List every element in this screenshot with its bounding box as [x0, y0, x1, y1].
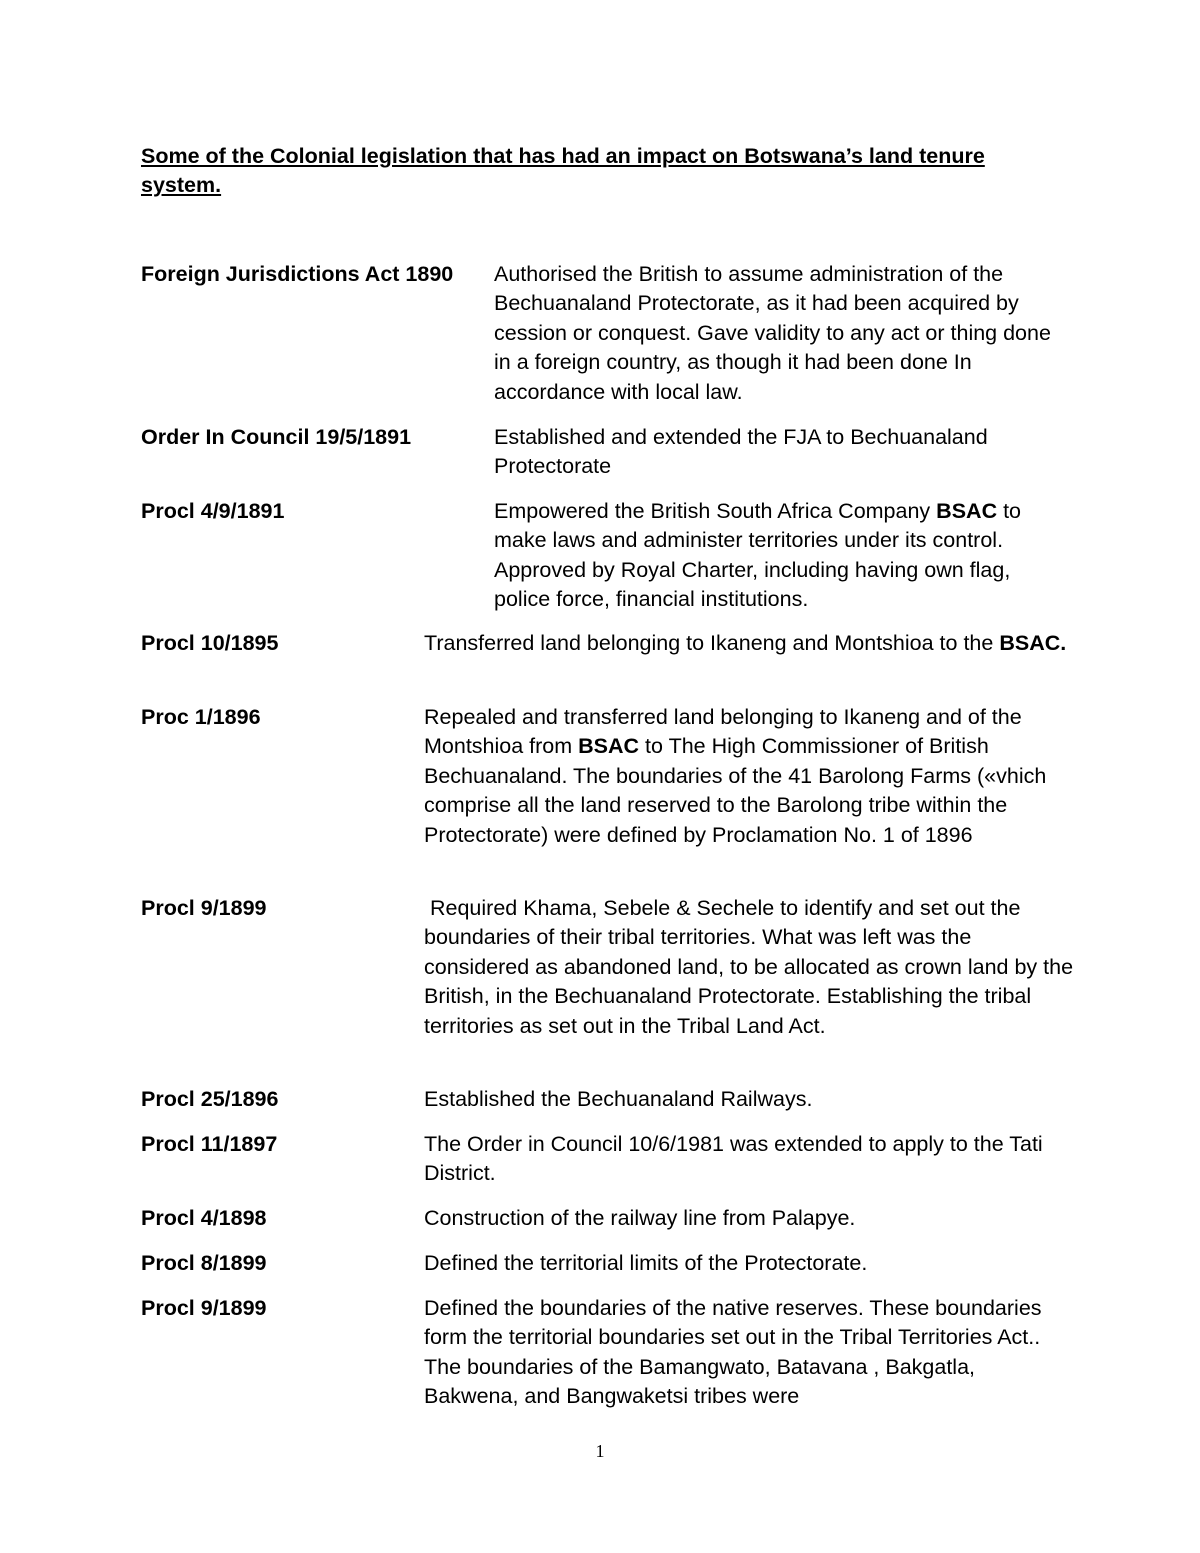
legislation-name: Order In Council 19/5/1891	[141, 425, 412, 449]
legislation-description: Construction of the railway line from Palapye.	[424, 1206, 856, 1230]
legislation-description	[424, 629, 1074, 658]
legislation-description: Established and extended the FJA to Bechuanaland Protectorate	[494, 425, 988, 479]
legislation-description: Required Khama, Sebele & Sechele to identify and set out the boundaries of their tribal territories. What was left was the considered as abandoned land, to be allocated as crown land by the British, in the Bechuanaland Protectorate. Establishing the tribal territories as set out in the Tribal Land Act.	[424, 896, 1080, 1038]
legislation-name: Procl 10/1895	[141, 631, 279, 655]
description-text: to The High Commissioner of British Bechuanaland. The boundaries of the 41 Barolong Farms («vhich comprise all the land reserved to the Barolong tribe within the Protectorate) were defined by Proclamation No. 1 of 1896	[424, 734, 1047, 847]
legislation-description: Defined the boundaries of the native reserves. These boundaries form the territorial boundaries set out in the Tribal Territories Act.. The boundaries of the Bamangwato, Batavana , Bakgatla, Bakwena, and Bangwaketsi tribes were	[424, 1296, 1042, 1409]
description-text: to make laws and administer territories under its control. Approved by Royal Charter, including having own flag, police force, financial institutions.	[494, 499, 1021, 612]
legislation-name: Proc 1/1896	[141, 705, 261, 729]
legislation-name: Foreign Jurisdictions Act 1890	[141, 262, 454, 286]
legislation-name: Procl 4/9/1891	[141, 499, 285, 523]
legislation-description: Established the Bechuanaland Railways.	[424, 1087, 813, 1111]
legislation-name: Procl 4/1898	[141, 1206, 267, 1230]
legislation-name: Procl 11/1897	[141, 1132, 278, 1156]
description-text: Repealed and transferred land belonging to Ikaneng and of the Montshioa from	[424, 705, 1022, 759]
description-text: Empowered the British South Africa Company	[494, 499, 937, 523]
legislation-name: Procl 9/1899	[141, 896, 267, 920]
bsac-abbreviation: BSAC	[936, 499, 998, 523]
legislation-description: Defined the territorial limits of the Protectorate.	[424, 1251, 868, 1275]
legislation-name: Procl 8/1899	[141, 1251, 267, 1275]
page-number: 1	[595, 1441, 605, 1461]
description-text: Transferred land belonging to Ikaneng and Montshioa to the	[424, 631, 1000, 655]
legislation-description: Authorised the British to assume administration of the Bechuanaland Protectorate, as it had been acquired by cession or conquest. Gave validity to any act or thing done in a foreign country, as though it had been done In accordance with local law.	[494, 262, 1051, 404]
document-heading: Some of the Colonial legislation that has had an impact on Botswana’s land tenure system.	[141, 144, 985, 197]
legislation-description	[494, 497, 1069, 615]
legislation-description	[424, 703, 1074, 850]
legislation-name: Procl 9/1899	[141, 1296, 267, 1320]
bsac-abbreviation: BSAC	[578, 734, 640, 759]
legislation-description: The Order in Council 10/6/1981 was extended to apply to the Tati District.	[424, 1132, 1043, 1186]
legislation-name: Procl 25/1896	[141, 1087, 279, 1111]
bsac-abbreviation: BSAC.	[999, 631, 1067, 655]
